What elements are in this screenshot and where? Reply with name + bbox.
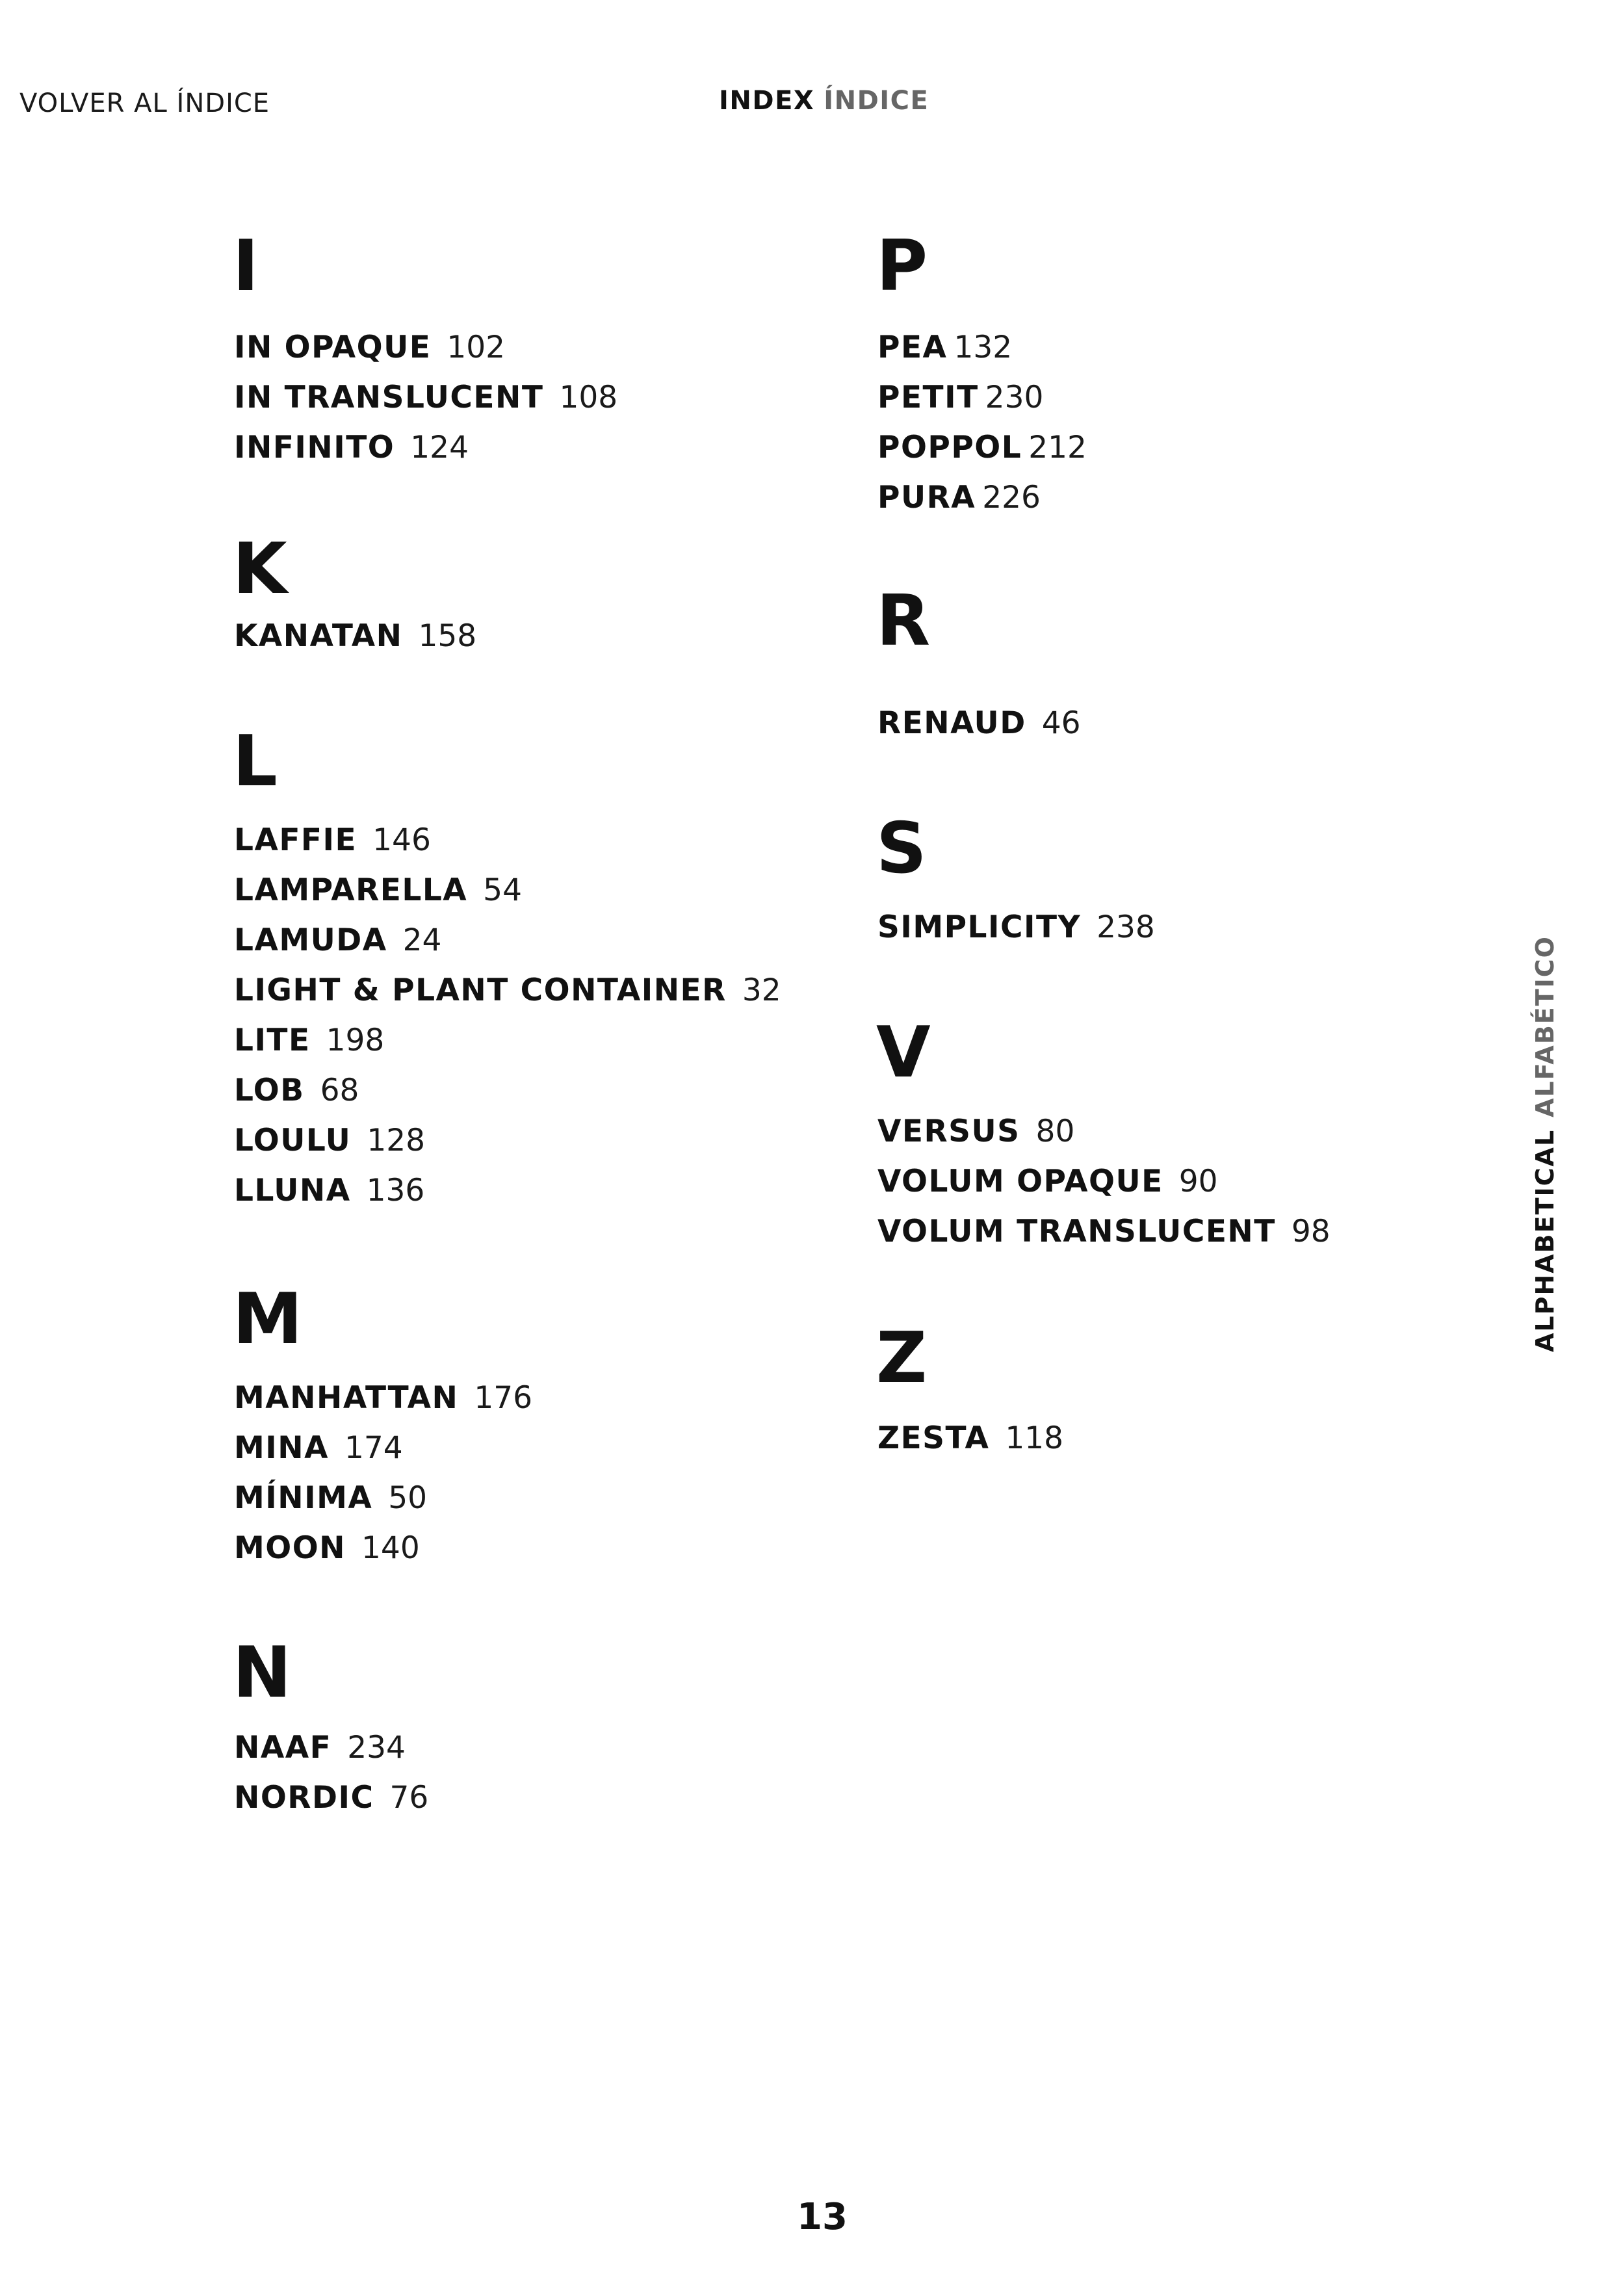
entry-page: 226 <box>982 480 1041 515</box>
index-entry[interactable] <box>234 965 781 1015</box>
entry-page: 158 <box>418 618 477 654</box>
section-letter: K <box>233 528 287 610</box>
entry-name: VOLUM TRANSLUCENT <box>877 1214 1276 1249</box>
entry-page: 176 <box>474 1380 533 1416</box>
index-entry[interactable] <box>877 1413 1063 1463</box>
page-header-title <box>719 86 929 116</box>
index-entry[interactable] <box>234 611 476 661</box>
entry-name: LIGHT & PLANT CONTAINER <box>234 972 727 1008</box>
index-entry[interactable] <box>234 815 781 865</box>
index-entry[interactable] <box>234 1065 781 1115</box>
index-entry[interactable] <box>877 698 1081 748</box>
entry-name: LITE <box>234 1023 311 1058</box>
side-label-spanish: ALFABÉTICO <box>1531 935 1559 1117</box>
entry-name: PEA <box>877 330 948 365</box>
entry-list <box>877 902 1155 952</box>
entry-page: 234 <box>347 1730 406 1766</box>
entry-name: VERSUS <box>877 1114 1020 1149</box>
entry-list <box>877 322 1087 523</box>
index-entry[interactable] <box>877 473 1087 523</box>
section-letter: S <box>876 808 927 889</box>
section-letter: I <box>233 226 259 307</box>
entry-name: KANATAN <box>234 618 403 654</box>
entry-page: 238 <box>1097 909 1155 945</box>
entry-name: LAMUDA <box>234 922 387 958</box>
section-letter: Z <box>876 1318 928 1399</box>
entry-name: MINA <box>234 1430 329 1466</box>
side-section-label <box>1531 935 1559 1352</box>
entry-page: 146 <box>372 822 431 858</box>
index-entry[interactable] <box>234 1523 532 1573</box>
entry-name: LOB <box>234 1073 305 1108</box>
entry-list <box>234 611 476 661</box>
entry-name: IN OPAQUE <box>234 330 432 365</box>
entry-page: 212 <box>1028 430 1087 465</box>
section-letter: L <box>233 721 278 802</box>
page-number: 13 <box>797 2196 848 2238</box>
entry-page: 68 <box>320 1073 359 1108</box>
entry-page: 124 <box>410 430 469 465</box>
entry-name: ZESTA <box>877 1420 990 1456</box>
side-label-english: ALPHABETICAL <box>1531 1128 1559 1352</box>
entry-name: SIMPLICITY <box>877 909 1082 945</box>
index-entry[interactable] <box>234 372 617 423</box>
header-title-english: INDEX <box>719 86 815 116</box>
entry-name: MÍNIMA <box>234 1480 373 1516</box>
entry-page: 54 <box>483 872 522 908</box>
entry-list <box>877 698 1081 748</box>
section-letter: V <box>876 1012 931 1093</box>
section-letter: N <box>233 1632 292 1714</box>
entry-name: IN TRANSLUCENT <box>234 380 544 415</box>
section-letter: R <box>876 581 931 662</box>
entry-name: VOLUM OPAQUE <box>877 1164 1163 1199</box>
entry-page: 32 <box>742 972 781 1008</box>
entry-page: 128 <box>367 1123 426 1158</box>
entry-list <box>234 1373 532 1573</box>
index-entry[interactable] <box>877 1156 1331 1207</box>
entry-page: 76 <box>389 1780 429 1816</box>
section-letter: M <box>233 1279 303 1360</box>
index-entry[interactable] <box>877 322 1087 372</box>
index-entry[interactable] <box>234 1373 532 1423</box>
index-entry[interactable] <box>234 1115 781 1166</box>
index-entry[interactable] <box>877 1207 1331 1257</box>
entry-name: NAAF <box>234 1730 332 1766</box>
index-entry[interactable] <box>234 1166 781 1216</box>
header-title-spanish: ÍNDICE <box>824 86 929 116</box>
entry-name: MOON <box>234 1530 346 1566</box>
index-entry[interactable] <box>234 423 617 473</box>
index-entry[interactable] <box>877 902 1155 952</box>
index-entry[interactable] <box>234 1723 428 1773</box>
entry-page: 102 <box>447 330 506 365</box>
entry-name: LLUNA <box>234 1173 351 1208</box>
back-to-index-link[interactable]: VOLVER AL ÍNDICE <box>19 88 270 118</box>
entry-list <box>234 322 617 473</box>
section-letter: P <box>876 226 928 307</box>
entry-page: 230 <box>985 380 1044 415</box>
entry-name: LAMPARELLA <box>234 872 468 908</box>
entry-page: 98 <box>1291 1214 1331 1249</box>
index-entry[interactable] <box>234 1423 532 1473</box>
index-entry[interactable] <box>234 1773 428 1823</box>
entry-page: 24 <box>402 922 442 958</box>
index-entry[interactable] <box>234 1473 532 1523</box>
entry-page: 140 <box>361 1530 420 1566</box>
index-entry[interactable] <box>234 322 617 372</box>
entry-list <box>234 1723 428 1823</box>
entry-name: NORDIC <box>234 1780 374 1816</box>
entry-name: MANHATTAN <box>234 1380 459 1416</box>
entry-name: LAFFIE <box>234 822 357 858</box>
entry-name: POPPOL <box>877 430 1022 465</box>
index-entry[interactable] <box>877 372 1087 423</box>
entry-page: 118 <box>1005 1420 1064 1456</box>
entry-name: LOULU <box>234 1123 352 1158</box>
entry-list <box>877 1106 1331 1257</box>
entry-page: 132 <box>954 330 1013 365</box>
entry-page: 46 <box>1041 705 1081 741</box>
entry-name: PETIT <box>877 380 979 415</box>
index-entry[interactable] <box>234 1015 781 1065</box>
index-entry[interactable] <box>877 1106 1331 1156</box>
entry-list <box>877 1413 1063 1463</box>
index-entry[interactable] <box>877 423 1087 473</box>
entry-page: 90 <box>1178 1164 1218 1199</box>
entry-name: RENAUD <box>877 705 1026 741</box>
index-entry[interactable] <box>234 865 781 915</box>
entry-page: 174 <box>344 1430 403 1466</box>
entry-page: 80 <box>1035 1114 1075 1149</box>
index-entry[interactable] <box>234 915 781 965</box>
entry-page: 108 <box>559 380 618 415</box>
entry-list <box>234 815 781 1216</box>
entry-page: 136 <box>366 1173 425 1208</box>
entry-name: PURA <box>877 480 976 515</box>
entry-page: 198 <box>326 1023 385 1058</box>
entry-name: INFINITO <box>234 430 395 465</box>
entry-page: 50 <box>388 1480 428 1516</box>
